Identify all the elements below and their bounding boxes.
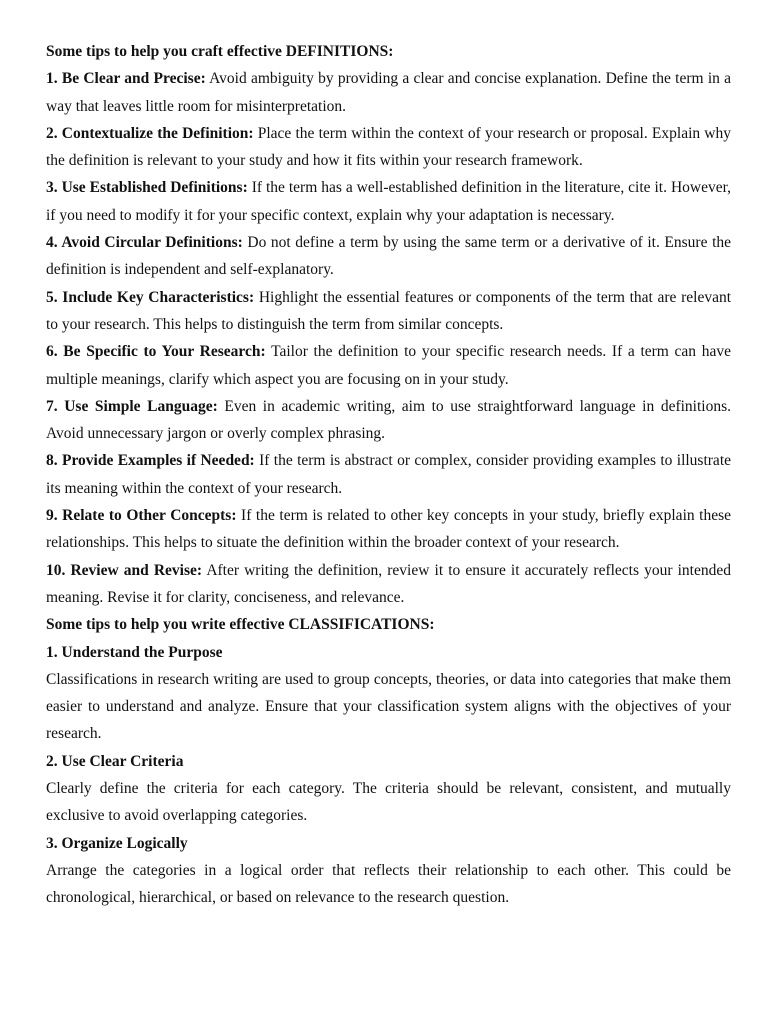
document-page: [46, 38, 731, 912]
definition-tip: [46, 338, 731, 393]
definition-tip: [46, 447, 731, 502]
tip-text: If the term is abstract or complex, consider providing examples to illustrate its meaning within the context of your research.: [46, 452, 732, 497]
tip-text: Even in academic writing, aim to use straightforward language in definitions. Avoid unnecessary jargon or overly complex phrasing.: [46, 397, 731, 443]
definition-tip: [46, 502, 731, 557]
tip-text: Avoid ambiguity by providing a clear and concise explanation. Define the term in a way that leaves little room for misinterpretation.: [46, 70, 731, 115]
definition-tip: [46, 65, 731, 120]
definition-tip: [46, 229, 731, 284]
classification-tip-title: 2. Use Clear Criteria: [46, 752, 184, 770]
definition-tip: [46, 284, 731, 339]
tip-lead: 3. Use Established Definitions:: [46, 179, 248, 197]
tip-lead: 10. Review and Revise:: [46, 561, 203, 579]
definition-tip: [46, 557, 731, 612]
tip-text: Highlight the essential features or components of the term that are relevant to your research. This helps to distinguish the term from similar concepts.: [46, 288, 732, 333]
definitions-heading: Some tips to help you craft effective DEFINITIONS:: [46, 43, 394, 60]
tip-lead: 8. Provide Examples if Needed:: [46, 452, 255, 470]
tip-lead: 1. Be Clear and Precise:: [46, 70, 206, 88]
tip-text: After writing the definition, review it to ensure it accurately reflects your intended meaning. Revise it for clarity, conciseness, and relevance.: [46, 561, 731, 606]
classification-tip-text: Clearly define the criteria for each category. The criteria should be relevant, consistent, and mutually exclusive to avoid overlapping categories.: [46, 780, 731, 825]
classifications-heading: Some tips to help you write effective CLASSIFICATIONS:: [46, 616, 435, 634]
classification-tip-text: Classifications in research writing are used to group concepts, theories, or data into categories that make them easier to understand and analyze. Ensure that your classification system aligns with the objectives of your research.: [46, 670, 731, 743]
classification-tip-title: 3. Organize Logically: [46, 834, 188, 852]
tip-text: Tailor the definition to your specific research needs. If a term can have multiple meanings, clarify which aspect you are focusing on in your study.: [46, 343, 731, 388]
tip-lead: 6. Be Specific to Your Research:: [46, 343, 266, 361]
tip-lead: 4. Avoid Circular Definitions:: [46, 234, 243, 252]
definition-tip: [46, 120, 731, 175]
tip-text: Do not define a term by using the same term or a derivative of it. Ensure the definition is independent and self-explanatory.: [46, 234, 731, 279]
tip-lead: 2. Contextualize the Definition:: [46, 124, 254, 142]
tip-lead: 9. Relate to Other Concepts:: [46, 507, 237, 525]
tip-lead: 7. Use Simple Language:: [46, 397, 218, 415]
definition-tip: [46, 174, 731, 229]
tip-lead: 5. Include Key Characteristics:: [46, 288, 255, 306]
tip-text: If the term is related to other key concepts in your study, briefly explain these relationships. This helps to situate the definition within the broader context of your research.: [46, 507, 732, 552]
classification-tip-title: 1. Understand the Purpose: [46, 643, 223, 661]
tip-text: If the term has a well-established definition in the literature, cite it. However, if you need to modify it for your specific context, explain why your adaptation is necessary.: [46, 179, 732, 224]
classification-tip-text: Arrange the categories in a logical order that reflects their relationship to each other. This could be chronological, hierarchical, or based on relevance to the research question.: [46, 861, 731, 907]
tip-text: Place the term within the context of your research or proposal. Explain why the definition is relevant to your study and how it fits within your research framework.: [46, 124, 732, 170]
definition-tip: [46, 393, 731, 448]
